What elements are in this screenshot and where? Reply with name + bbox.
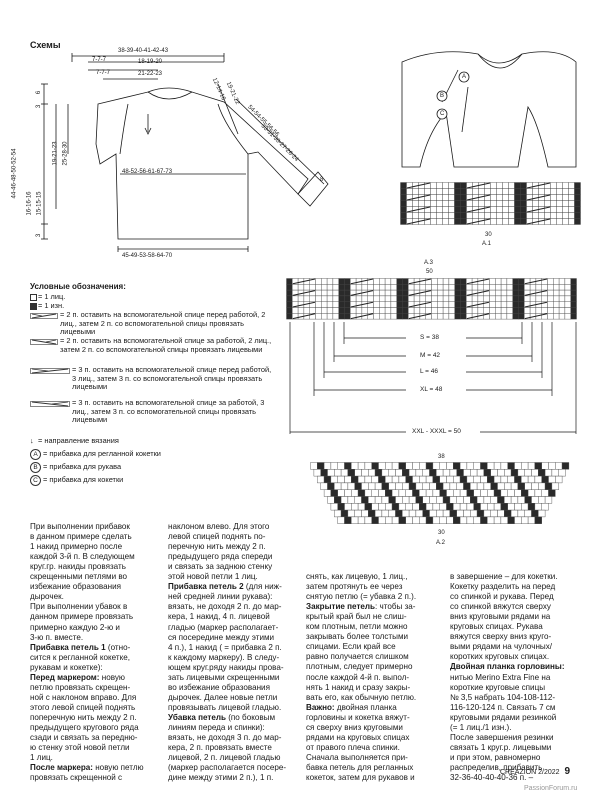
size-xl: XL = 48 [420,386,443,393]
dim-armhole-a: 19-21-23 [52,141,59,166]
purl-icon [30,303,37,310]
dim-left-side-3: 3 [36,233,43,238]
circle-a-icon: A [30,449,41,460]
legend-cable-3: = 3 п. оставить на вспомогательной спице перед работой, 3 лиц., затем 3 п. со вспомогательной спицы провязать лицевыми [72,365,272,392]
dim-left-side-1: 6 [36,90,43,95]
chart-a3-count: 50 [426,269,433,275]
chart-a2-grid [310,462,576,526]
marker-b: B [440,93,445,99]
cable-2x2-front-icon [30,313,58,319]
dim-body-len-c: 15-15-15 [36,191,43,216]
chart-a1-label: A.1 [482,241,492,247]
legend-direction: ↓ = направление вязания [30,436,119,445]
dim-neck-a: 18-19-20 [138,59,163,65]
dim-armhole-b: 25-28-30 [62,141,69,166]
dim-raglan-b: 19-21-22 [224,81,241,106]
text-column-3: снять, как лицевую, 1 лиц., затем протянуть ее через снятую петлю (= убавка 2 п.). Закрытие петель: чтобы за- крытый край был не слиш- ком плотным, петли можно закрывать более толстыми спицами. Если край все равно получается слишком плотным, следует примерно после каждой 4-й п. выпол- нять 1 накид и сразу закры- вать его, как обычную петлю. Важно: двойная планка горловины и кокетка вяжут- ся сверху вниз круговыми рядами на круговых спицах от правого плеча спинки. Сначала выполняется при- бавка петель для регланных кокеток, затем для рукавов и [306,572,417,782]
dim-shoulder-left: 7-7-7 [92,57,107,63]
dim-left-side-2: 3 [36,104,43,109]
marker-a: A [462,74,467,80]
dim-sleeve-b: 33-31-30-27-26-24 [259,123,300,163]
chart-a1-count: 30 [485,232,492,238]
dim-top-width: 38-39-40-41-42-43 [118,48,169,54]
dim-raglan-a: 12-14-16 [210,77,227,102]
text-column-1: При выполнении прибавок в данном примере сделать 1 накид примерно после каждой 3-й п. В следующем круг.гр. накиды провязать скрещенными петлями во избежание образования дырочек. При выполнении убавок в данном примере провязать примерно каждую 2-ю и 3-ю п. вместе. Прибавка петель 1 (отно- сится к регланной кокетке, рукавам и кокетке): Перед маркером: новую петлю провязать скрещен- ной с наклоном вправо. Для этого левой спицей поднять поперечную нить между 2 п. предыдущего кругового ряда сзади и связать за передню- ю стенку этой новой петли 1 лиц. После маркера: новую петлю провязать скрещенной с [30,522,144,783]
dim-cuff: 8 [320,177,324,183]
chart-a3-title: A.3 [424,260,434,266]
size-m: M = 42 [420,352,441,359]
chart-a2-count-bottom: 30 [438,530,445,536]
chart-a2-label: A.2 [436,540,446,546]
legend-cable-2: = 2 п. оставить на вспомогательной спице за работой, 2 лиц., затем 2 п. со вспомогательной спицы провязать лицевыми [60,336,272,354]
size-xxl: XXL - XXXL = 50 [412,428,461,435]
footer-magazine: CREAZION 2/2022 9 [500,766,571,777]
arrow-down-icon: ↓ [30,436,34,445]
legend-cable-4: = 3 п. оставить на вспомогательной спице за работой, 3 лиц., затем 3 п. со вспомогательной спицы провязать лицевыми [72,398,265,425]
size-l: L = 46 [420,368,439,375]
circle-c-icon: C [30,475,41,486]
marker-c: C [440,111,445,117]
cable-3x3-back-icon [30,401,70,407]
dim-chest-width: 48-52-56-61-67-73 [122,169,173,175]
legend-marker-a: A = прибавка для регланной кокетки [30,449,161,460]
dim-shoulder-left-2: 7-7-7 [96,70,111,76]
legend-knit: = 1 лиц. [30,293,65,302]
legend-marker-c: C = прибавка для кокетки [30,475,123,486]
dim-neck-b: 21-22-23 [138,71,163,77]
section-title: Схемы [30,40,61,50]
size-s: S = 38 [420,334,439,341]
chart-a3-grid [286,278,578,322]
cable-2x2-back-icon [30,339,58,345]
knit-icon [30,294,37,301]
chart-a2-count-top: 38 [438,454,445,460]
footer-site-watermark: PassionForum.ru [524,785,578,792]
text-column-2: наклоном влево. Для этого левой спицей поднять по- перечную нить между 2 п. предыдущего ряда спереди и связать за заднюю стенку этой новой петли 1 лиц. Прибавка петель 2 (для ниж- ней средней линии рукава): вязать, не доходя 2 п. до мар- кера, 1 накид, 4 п. лицевой гладью (маркер располагает- ся посередине между этими 4 п.), 1 накид ( = прибавка 2 п. к каждому маркеру). В следу- ющем круг.ряду накиды прова- зать лицевыми скрещенными во избежание образования дырочек. Далее новые петли провязывать лицевой гладью. Убавка петель (по боковым линиям переда и спинки): вязать, не доходя 3 п. до мар- кера, 2 п. провязать вместе лицевой, 2 п. лицевой гладью (маркер располагается посере- дине между этими 2 п.), 1 п. [168,522,287,783]
chart-a1-grid [400,182,580,226]
sweater-schematic [28,44,348,264]
dim-sleeve-a: 54-54-55-56-56 [246,104,280,138]
cable-3x3-front-icon [30,368,70,374]
legend-cable-1: = 2 п. оставить на вспомогательной спице перед работой, 2 лиц., затем 2 п. со вспомогательной спицы провязать лицевыми [60,310,266,337]
raglan-yoke-diagram [398,42,580,172]
circle-b-icon: B [30,462,41,473]
dim-bottom-width: 45-49-53-58-64-70 [122,253,173,259]
legend-purl: = 1 изн. [30,302,64,311]
dim-body-len-b: 16-16-16 [26,191,33,216]
legend-title: Условные обозначения: [30,282,126,291]
dim-body-len-a: 44-46-48-50-52-54 [11,148,18,199]
text-column-4: в завершение – для кокетки. Кокетку разделить на перед со спинкой и рукава. Перед со спинкой вяжутся сверху вниз круговыми рядами на круговых спицах. Рукава вяжутся сверху вниз круго- выми рядами на чулочных/ коротких круговых спицах. Двойная планка горловины: нитью Merino Extra Fine на короткие круговые спицы № 3,5 набрать 104-108-112- 116-120-124 п. Связать 7 см круговыми рядами резинкой (= 1 лиц./1 изн.). После завершения резинки связать 1 круг.р. лицевыми и при этом, равномерно распределив, прибавить 32-36-40-40-40-36 п. – [450,572,565,782]
legend-marker-b: B = прибавка для рукава [30,462,121,473]
